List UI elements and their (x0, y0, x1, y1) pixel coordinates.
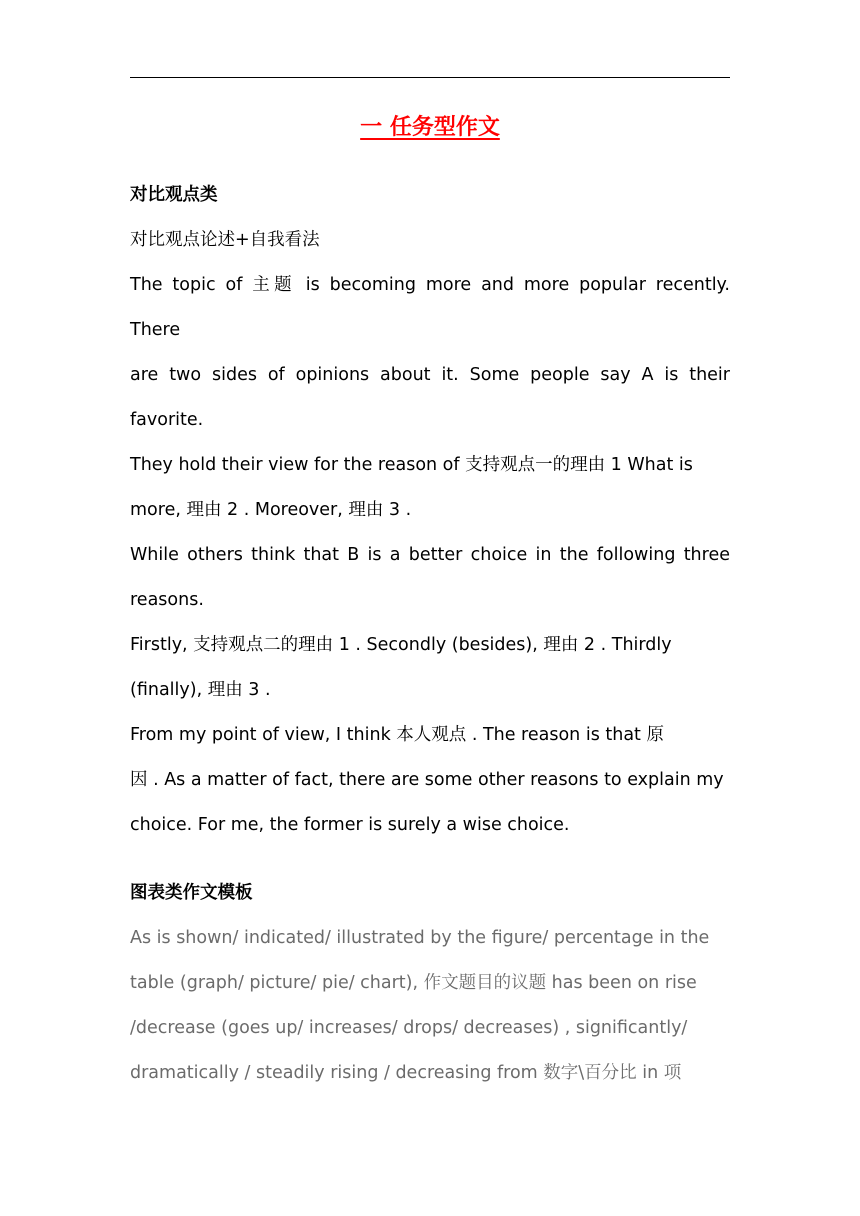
template-line: dramatically / steadily rising / decreasing from 数字\百分比 in 项 (130, 1063, 682, 1083)
paragraph-line: (finally), 理由 3 . (130, 680, 271, 700)
paragraph-line: are two sides of opinions about it. Some people say A is their (130, 365, 730, 385)
header-rule (130, 77, 730, 78)
section-heading-comparison: 对比观点类 (130, 185, 218, 205)
paragraph-line: The topic of 主题 is becoming more and more popular recently. (130, 275, 730, 295)
template-line: table (graph/ picture/ pie/ chart), 作文题目的议题 has been on rise (130, 973, 697, 993)
document-title-text: 一 任务型作文 (360, 115, 500, 140)
paragraph-line: There (130, 320, 181, 340)
paragraph-line: Firstly, 支持观点二的理由 1 . Secondly (besides), 理由 2 . Thirdly (130, 635, 672, 655)
paragraph-line: From my point of view, I think 本人观点 . The reason is that 原 (130, 725, 664, 745)
paragraph-line: reasons. (130, 590, 204, 610)
section-heading-chart-template: 图表类作文模板 (130, 883, 253, 903)
document-title (130, 112, 730, 144)
paragraph-line: They hold their view for the reason of 支持观点一的理由 1 What is (130, 455, 693, 475)
template-line: /decrease (goes up/ increases/ drops/ decreases) , significantly/ (130, 1018, 688, 1038)
template-line: As is shown/ indicated/ illustrated by the figure/ percentage in the (130, 928, 710, 948)
paragraph-line: 因 . As a matter of fact, there are some other reasons to explain my (130, 770, 724, 790)
paragraph-line: favorite. (130, 410, 204, 430)
paragraph-line: While others think that B is a better choice in the following three (130, 545, 730, 565)
paragraph-line: choice. For me, the former is surely a wise choice. (130, 815, 570, 835)
section-subheading: 对比观点论述+自我看法 (130, 230, 320, 250)
paragraph-line: more, 理由 2 . Moreover, 理由 3 . (130, 500, 412, 520)
